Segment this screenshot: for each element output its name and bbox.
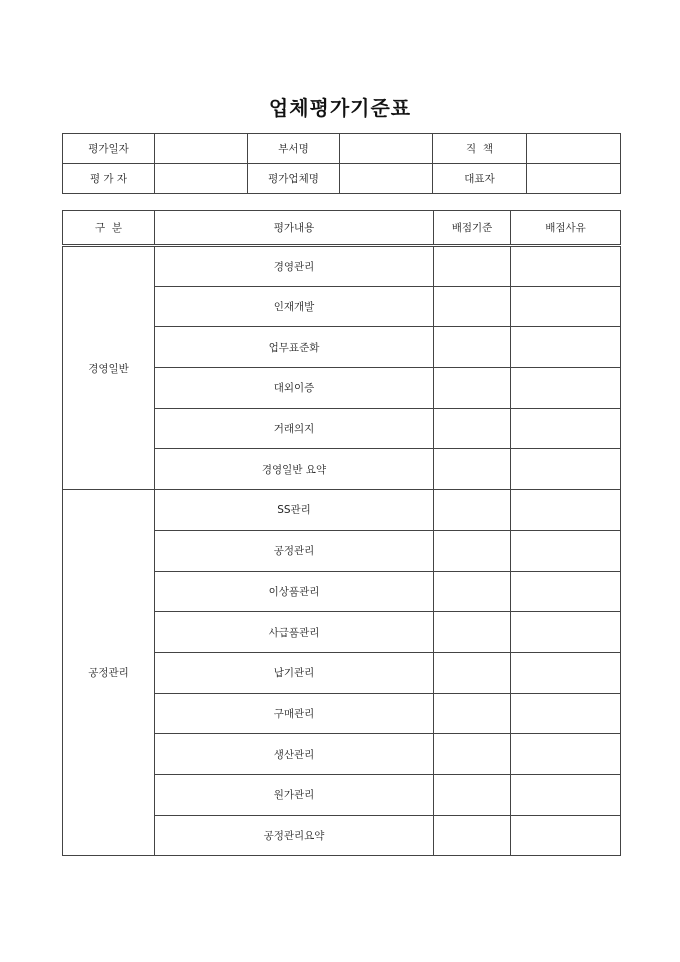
table-row	[63, 246, 621, 287]
content-cell: 경영일반 요약	[155, 449, 434, 490]
score-reason-cell[interactable]	[511, 408, 621, 449]
info-field-evaluator[interactable]	[155, 164, 248, 194]
info-field-department[interactable]	[340, 134, 433, 164]
header-content: 평가내용	[155, 211, 434, 246]
header-category: 구 분	[63, 211, 155, 246]
category-cell: 공정관리	[63, 490, 155, 856]
score-reason-cell[interactable]	[511, 612, 621, 653]
score-criteria-cell[interactable]	[434, 571, 511, 612]
info-label-evaluator: 평 가 자	[63, 164, 155, 194]
score-reason-cell[interactable]	[511, 774, 621, 815]
content-cell: 업무표준화	[155, 327, 434, 368]
info-row	[63, 164, 621, 194]
score-criteria-cell[interactable]	[434, 246, 511, 287]
score-reason-cell[interactable]	[511, 368, 621, 409]
score-criteria-cell[interactable]	[434, 408, 511, 449]
score-reason-cell[interactable]	[511, 246, 621, 287]
content-cell: 사급품관리	[155, 612, 434, 653]
info-field-ceo[interactable]	[527, 164, 621, 194]
info-label-position: 직 책	[433, 134, 527, 164]
score-reason-cell[interactable]	[511, 286, 621, 327]
score-criteria-cell[interactable]	[434, 368, 511, 409]
score-criteria-cell[interactable]	[434, 490, 511, 531]
score-criteria-cell[interactable]	[434, 815, 511, 856]
info-field-position[interactable]	[527, 134, 621, 164]
header-score-criteria: 배점기준	[434, 211, 511, 246]
score-reason-cell[interactable]	[511, 652, 621, 693]
score-criteria-cell[interactable]	[434, 286, 511, 327]
info-label-ceo: 대표자	[433, 164, 527, 194]
content-cell: 경영관리	[155, 246, 434, 287]
score-reason-cell[interactable]	[511, 530, 621, 571]
content-cell: 이상품관리	[155, 571, 434, 612]
info-table	[62, 133, 621, 194]
content-cell: 대외이증	[155, 368, 434, 409]
score-criteria-cell[interactable]	[434, 652, 511, 693]
content-cell: 공정관리요약	[155, 815, 434, 856]
score-criteria-cell[interactable]	[434, 612, 511, 653]
category-cell: 경영일반	[63, 246, 155, 490]
info-field-company[interactable]	[340, 164, 433, 194]
content-cell: 공정관리	[155, 530, 434, 571]
document-title: 업체평가기준표	[268, 96, 412, 120]
content-cell: 납기관리	[155, 652, 434, 693]
content-cell: SS관리	[155, 490, 434, 531]
evaluation-table	[62, 210, 621, 856]
content-cell: 인재개발	[155, 286, 434, 327]
header-score-reason: 배점사유	[511, 211, 621, 246]
content-cell: 거래의지	[155, 408, 434, 449]
info-field-date[interactable]	[155, 134, 248, 164]
score-reason-cell[interactable]	[511, 490, 621, 531]
score-criteria-cell[interactable]	[434, 530, 511, 571]
info-row	[63, 134, 621, 164]
score-criteria-cell[interactable]	[434, 327, 511, 368]
content-cell: 구매관리	[155, 693, 434, 734]
score-criteria-cell[interactable]	[434, 693, 511, 734]
info-label-company: 평가업체명	[248, 164, 340, 194]
info-label-department: 부서명	[248, 134, 340, 164]
score-reason-cell[interactable]	[511, 815, 621, 856]
score-reason-cell[interactable]	[511, 449, 621, 490]
score-reason-cell[interactable]	[511, 693, 621, 734]
score-criteria-cell[interactable]	[434, 774, 511, 815]
score-reason-cell[interactable]	[511, 734, 621, 775]
score-criteria-cell[interactable]	[434, 449, 511, 490]
info-label-date: 평가일자	[63, 134, 155, 164]
content-cell: 원가관리	[155, 774, 434, 815]
score-reason-cell[interactable]	[511, 571, 621, 612]
header-row	[63, 211, 621, 246]
score-criteria-cell[interactable]	[434, 734, 511, 775]
score-reason-cell[interactable]	[511, 327, 621, 368]
content-cell: 생산관리	[155, 734, 434, 775]
table-row	[63, 490, 621, 531]
